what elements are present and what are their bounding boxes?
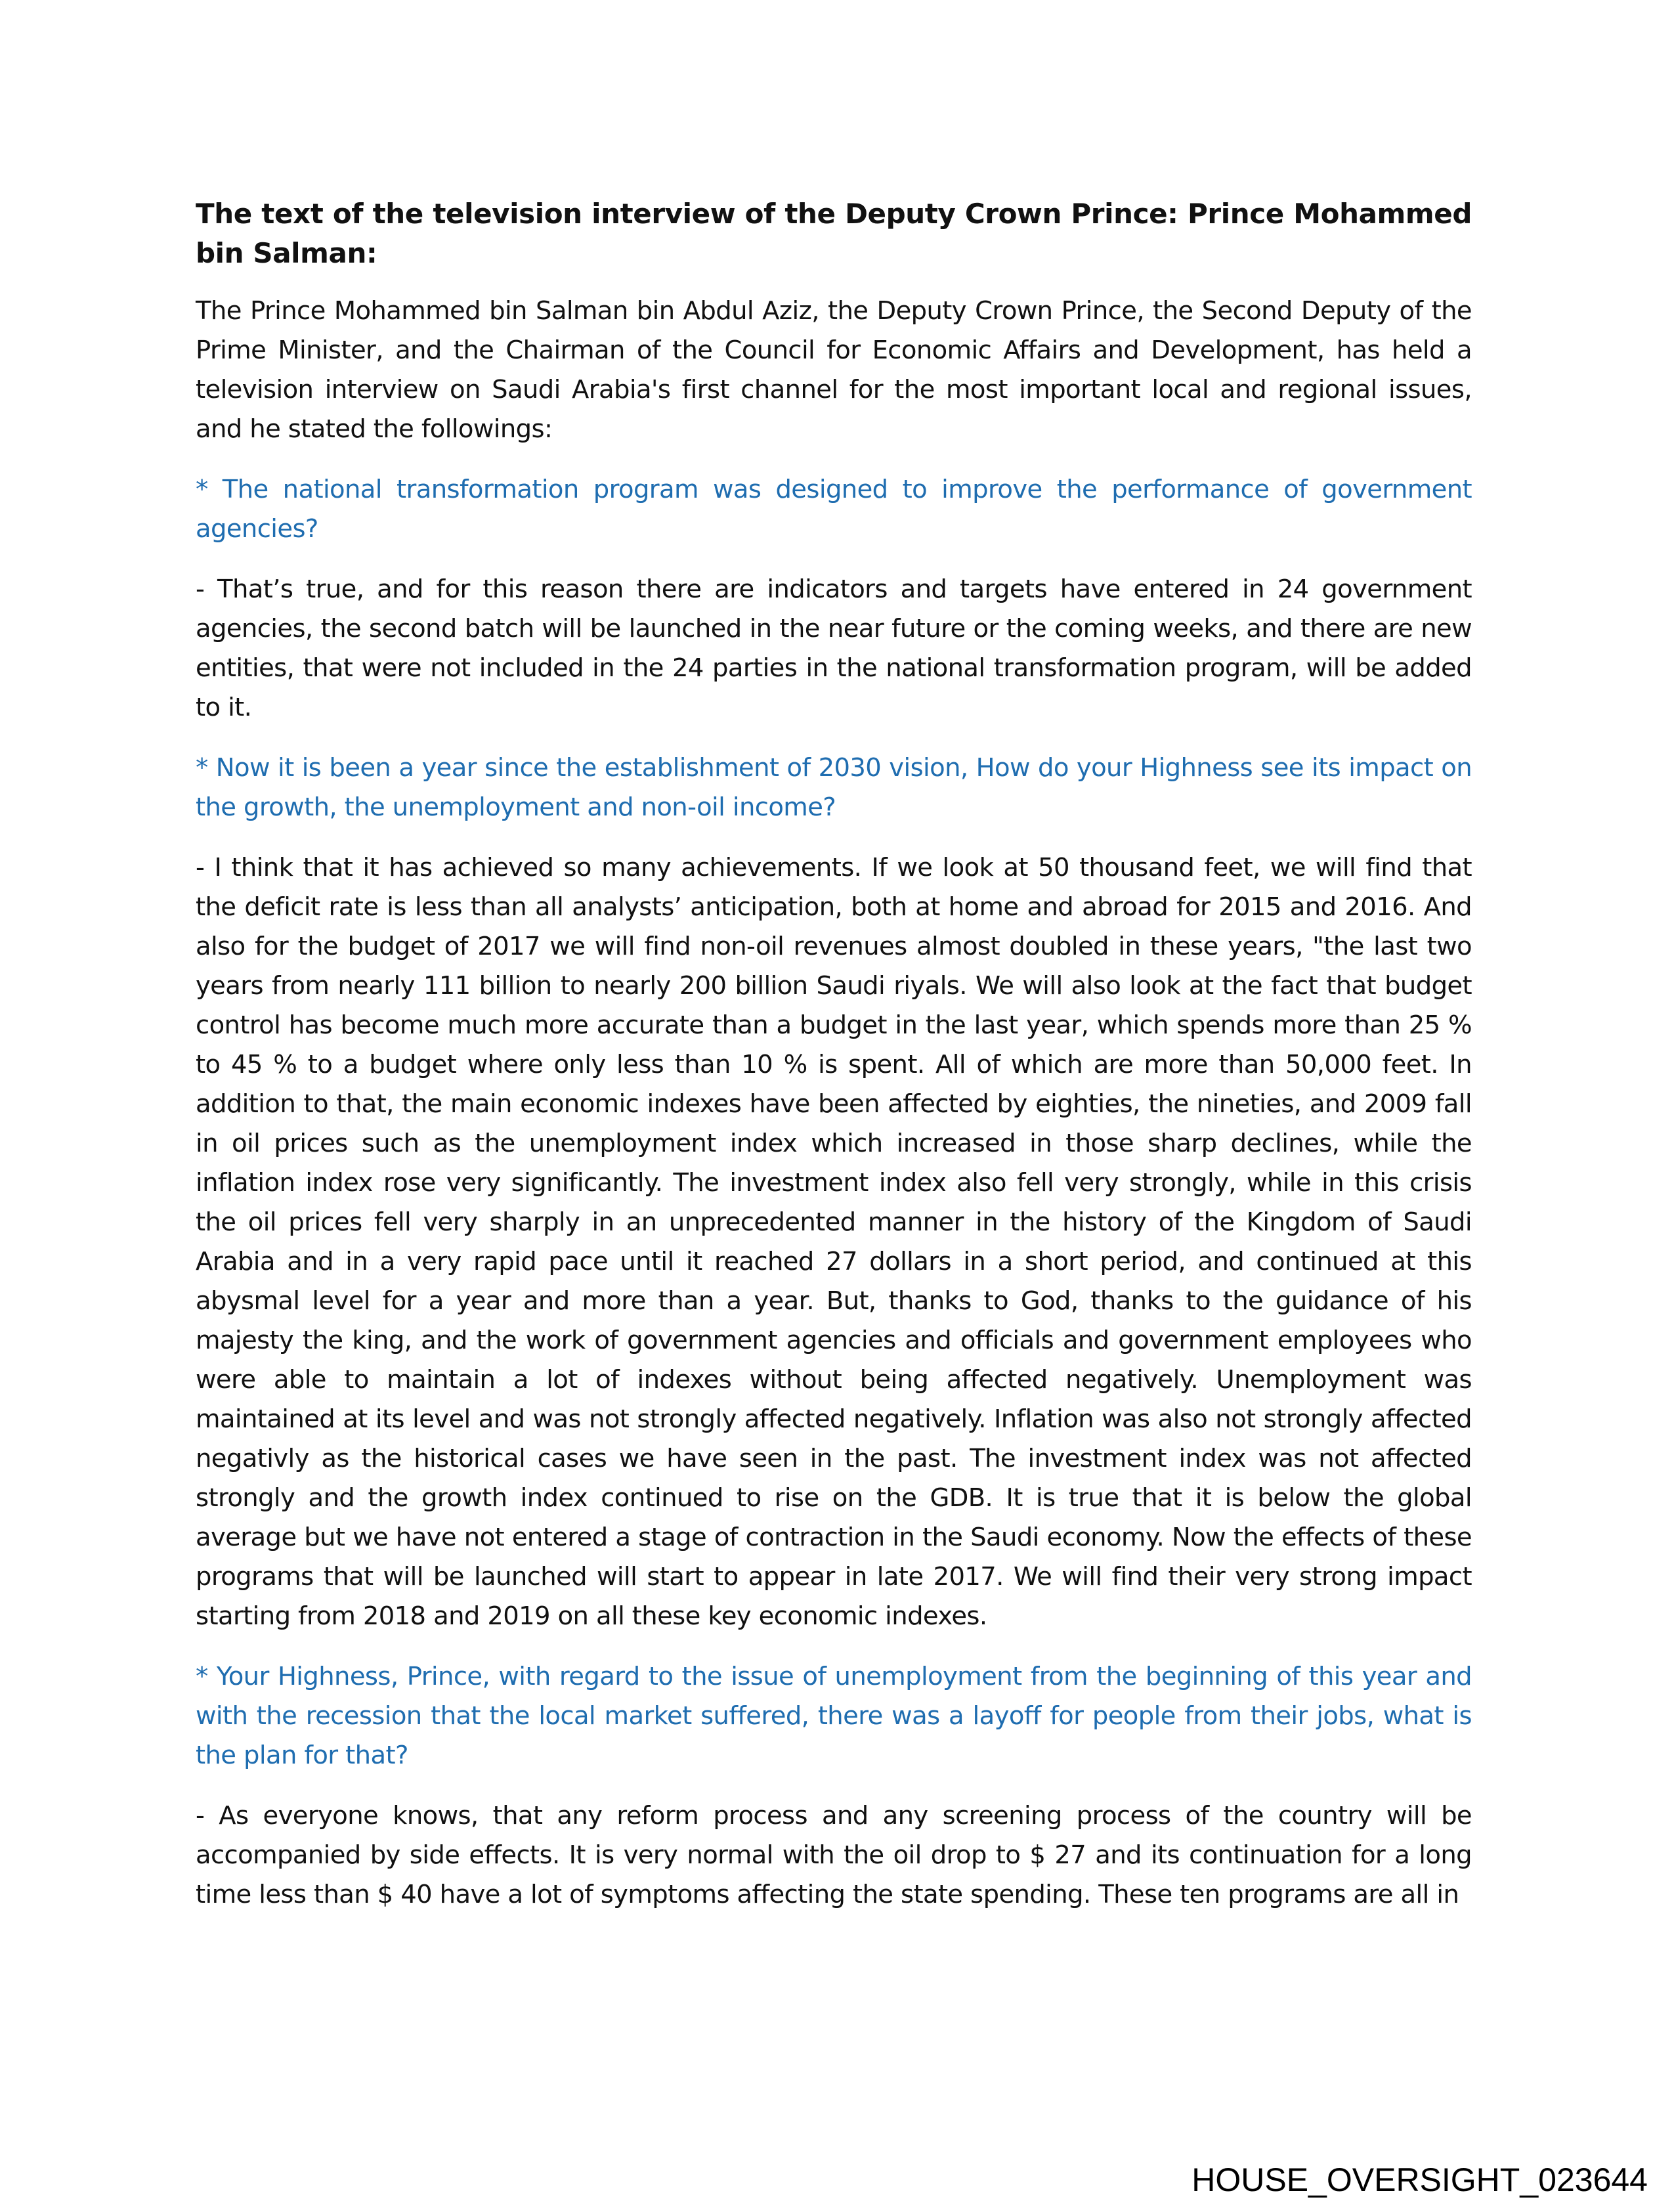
answer-1: - That’s true, and for this reason there are indicators and targets have entered in 24 government agencies, the second batch will be launched in the near future or the coming weeks, and there are new entities, that were not included in the 24 parties in the national transformation program, will be added to it. bbox=[196, 575, 1472, 722]
intro-paragraph: The Prince Mohammed bin Salman bin Abdul Aziz, the Deputy Crown Prince, the Second Deputy of the Prime Minister, and the Chairman of the Council for Economic Affairs and Development, has held a television interview on Saudi Arabia's first channel for the most important local and regional issues, and he stated the followings: bbox=[196, 296, 1472, 444]
question-1: * The national transformation program was designed to improve the performance of government agencies? bbox=[196, 475, 1472, 544]
answer-3: - As everyone knows, that any reform process and any screening process of the country will be accompanied by side effects. It is very normal with the oil drop to $ 27 and its continuation for a long time less than $ 40 have a lot of symptoms affecting the state spending. These ten programs are all in bbox=[196, 1801, 1472, 1909]
question-3: * Your Highness, Prince, with regard to the issue of unemployment from the beginning of this year and with the recession that the local market suffered, there was a layoff for people from their jobs, what is the plan for that? bbox=[196, 1662, 1472, 1770]
document-page bbox=[196, 194, 1472, 1936]
answer-2: - I think that it has achieved so many achievements. If we look at 50 thousand feet, we will find that the deficit rate is less than all analysts’ anticipation, both at home and abroad for 2015 and 2016. And also for the budget of 2017 we will find non-oil revenues almost doubled in these years, "the last two years from nearly 111 billion to nearly 200 billion Saudi riyals. We will also look at the fact that budget control has become much more accurate than a budget in the last year, which spends more than 25 % to 45 % to a budget where only less than 10 % is spent. All of which are more than 50,000 feet. In addition to that, the main economic indexes have been affected by eighties, the nineties, and 2009 fall in oil prices such as the unemployment index which increased in those sharp declines, while the inflation index rose very significantly. The investment index also fell very strongly, while in this crisis the oil prices fell very sharply in an unprecedented manner in the history of the Kingdom of Saudi Arabia and in a very rapid pace until it reached 27 dollars in a short period, and continued at this abysmal level for a year and more than a year. But, thanks to God, thanks to the guidance of his majesty the king, and the work of government agencies and officials and government employees who were able to maintain a lot of indexes without being affected negatively. Unemployment was maintained at its level and was not strongly affected negatively. Inflation was also not strongly affected negativly as the historical cases we have seen in the past. The investment index was not affected strongly and the growth index continued to rise on the GDB. It is true that it is below the global average but we have not entered a stage of contraction in the Saudi economy. Now the effects of these programs that will be launched will start to appear in late 2017. We will find their very strong impact starting from 2018 and 2019 on all these key economic indexes. bbox=[196, 853, 1472, 1631]
document-title: The text of the television interview of the Deputy Crown Prince: Prince Mohammed bin Salman: bbox=[196, 198, 1472, 269]
bates-number: HOUSE_OVERSIGHT_023644 bbox=[1191, 2161, 1648, 2198]
question-2: * Now it is been a year since the establishment of 2030 vision, How do your Highness see its impact on the growth, the unemployment and non-oil income? bbox=[196, 753, 1472, 822]
